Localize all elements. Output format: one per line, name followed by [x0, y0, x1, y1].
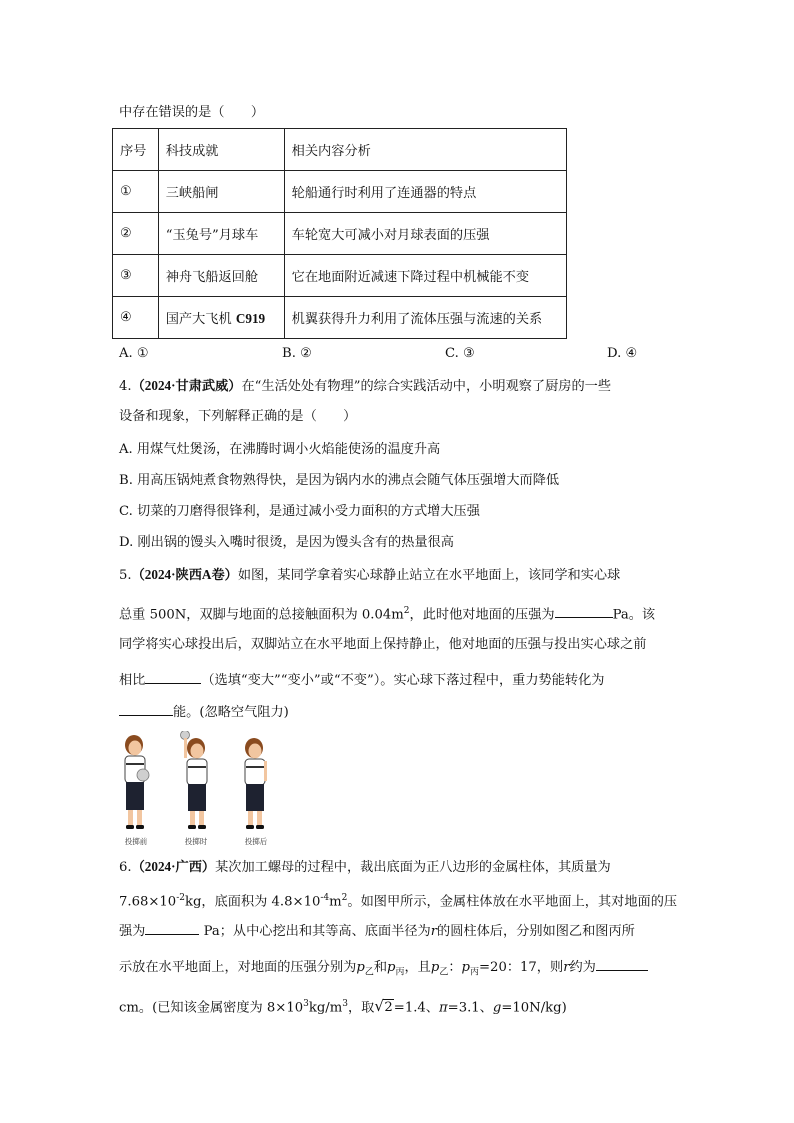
q6-sub: 乙 — [439, 967, 449, 978]
q6-var-p: p — [356, 960, 365, 975]
caption-before: 投掷前 — [124, 837, 148, 846]
table-cell: ③ — [113, 255, 159, 297]
table-cell: 三峡船闸 — [158, 171, 284, 213]
q6-text-5d: =1.4、 — [393, 1000, 439, 1016]
q6-line-4 — [119, 956, 648, 982]
q6-line-3 — [119, 920, 635, 941]
q6-text-2d: 。如图甲所示，金属柱体放在水平地面上，其对地面的压 — [347, 894, 678, 910]
q6-sup: -4 — [320, 893, 330, 903]
q6-text-2c: m — [329, 894, 342, 910]
table-cell: 机翼获得升力利用了流体压强与流速的关系 — [284, 297, 566, 339]
q4-number: 4. — [119, 379, 132, 394]
table-row — [113, 255, 567, 297]
q5-text-2a: 总重 500N，双脚与地面的总接触面积为 0.04m — [119, 607, 404, 623]
q6-source: （2024·广西） — [131, 859, 216, 874]
q4-option-c: C. 切菜的刀磨得很锋利，是通过减小受力面积的方式增大压强 — [119, 504, 480, 519]
answer-blank[interactable] — [145, 669, 201, 684]
q6-sup: -2 — [176, 893, 185, 903]
q6-text-4a: 示放在水平地面上，对地面的压强分别为 — [119, 960, 357, 975]
q5-text-1: 如图，某同学拿着实心球静止站立在水平地面上，该同学和实心球 — [237, 568, 621, 583]
table-cell: 它在地面附近减速下降过程中机械能不变 — [284, 255, 566, 297]
throwing-figure — [112, 731, 282, 849]
q5-line-1 — [119, 566, 620, 585]
table-cell: “玉兔号”月球车 — [158, 213, 284, 255]
answer-blank[interactable] — [555, 603, 613, 618]
q6-text-2b: kg，底面积为 4.8×10 — [184, 894, 321, 910]
q5-text-2b: ，此时他对地面的压强为 — [409, 607, 555, 623]
option-a: A. ① — [119, 346, 149, 361]
caption-throwing: 投掷时 — [184, 837, 208, 846]
q4-source: （2024·甘肃武威） — [131, 378, 242, 393]
q6-line-2 — [119, 889, 677, 911]
q6-line-1 — [119, 858, 611, 877]
q6-text-5a: cm。(已知该金属密度为 8×10 — [119, 1000, 304, 1016]
q6-text-4c: =20：17，则 — [479, 960, 564, 975]
table-row — [113, 213, 567, 255]
answer-blank[interactable] — [119, 701, 173, 716]
option-d: D. ④ — [607, 346, 638, 361]
q6-text-5e: =3.1、 — [447, 1000, 493, 1016]
header-achievement: 科技成就 — [158, 129, 284, 171]
q5-text-4b: （选填“变大”“变小”或“不变”）。实心球下落过程中，重力势能转化为 — [201, 673, 605, 688]
table-cell: ② — [113, 213, 159, 255]
q6-text-5f: =10N/kg) — [501, 1000, 567, 1016]
achievement-table — [112, 128, 567, 339]
table-row — [113, 171, 567, 213]
q6-sup: 3 — [303, 999, 309, 1009]
answer-blank[interactable] — [145, 920, 199, 935]
q6-text-3b: Pa；从中心挖出和其等高、底面半径为 — [203, 924, 431, 939]
q5-source: （2024·陕西A卷） — [131, 567, 238, 582]
table-cell: 轮船通行时利用了连通器的特点 — [284, 171, 566, 213]
q5-line-3: 同学将实心球投出后，双脚站立在水平地面上保持静止，他对地面的压强与投出实心球之前 — [119, 637, 647, 652]
q4-stem-line-2: 设备和现象，下列解释正确的是（ ） — [119, 409, 357, 424]
q6-sub: 丙 — [469, 967, 479, 978]
header-analysis: 相关内容分析 — [284, 129, 566, 171]
q6-sup: 3 — [342, 999, 348, 1009]
q5-text-5: 能。(忽略空气阻力) — [173, 705, 289, 720]
q4-option-d: D. 刚出锅的馒头入嘴时很烫，是因为馒头含有的热量很高 — [119, 535, 454, 550]
q6-and: 和 — [373, 960, 388, 975]
q6-sup: 2 — [341, 893, 348, 903]
q6-text-2a: 7.68×10 — [119, 894, 177, 910]
q4-option-b: B. 用高压锅炖煮食物熟得快，是因为锅内水的沸点会随气体压强增大而降低 — [119, 473, 560, 488]
q6-var-g: g — [492, 1000, 502, 1016]
table-cell — [158, 297, 284, 339]
q6-text-4d: 约为 — [569, 960, 596, 975]
q6-text-5c: ，取 — [348, 1000, 375, 1016]
option-b: B. ② — [282, 346, 312, 361]
table-cell: ① — [113, 171, 159, 213]
q5-number: 5. — [119, 568, 132, 583]
sqrt-symbol: √ 2 — [374, 997, 393, 1016]
q5-line-5 — [119, 701, 289, 722]
option-c: C. ③ — [445, 346, 475, 361]
q6-text-5b: kg/m — [308, 1000, 343, 1016]
q6-text-4b: ，且 — [404, 960, 431, 975]
student-before-throw-illustration — [114, 731, 158, 835]
q5-line-2 — [119, 602, 655, 624]
answer-blank[interactable] — [596, 956, 648, 971]
header-index: 序号 — [113, 129, 159, 171]
q5-text-2c: Pa。该 — [612, 607, 656, 623]
student-throwing-illustration — [174, 731, 218, 835]
question-3-stem-end: 中存在错误的是（ ） — [119, 105, 265, 120]
table-cell: 神舟飞船返回舱 — [158, 255, 284, 297]
q6-var-r: r — [430, 924, 438, 939]
q6-var-p: p — [387, 960, 396, 975]
q6-var-p: p — [430, 960, 440, 975]
c919-label: C919 — [235, 311, 266, 326]
table-cell: 车轮宽大可减小对月球表面的压强 — [284, 213, 566, 255]
q6-text-3c: 的圆柱体后，分别如图乙和图丙所 — [437, 924, 635, 939]
table-row — [113, 297, 567, 339]
caption-after: 投掷后 — [244, 837, 268, 846]
q6-text-3a: 强为 — [119, 924, 146, 939]
q4-option-a: A. 用煤气灶煲汤，在沸腾时调小火焰能使汤的温度升高 — [119, 442, 441, 457]
q6-line-5 — [119, 995, 567, 1017]
q4-stem-line-1 — [119, 377, 611, 396]
table-cell-text: 国产大飞机 — [165, 312, 232, 327]
q4-stem-text-1: 在“生活处处有物理”的综合实践活动中，小明观察了厨房的一些 — [241, 379, 612, 394]
q6-sub: 丙 — [395, 967, 405, 978]
table-header-row — [113, 129, 567, 171]
sqrt-argument: 2 — [384, 1000, 393, 1016]
q6-number: 6. — [119, 860, 132, 875]
q5-text-4a: 相比 — [119, 673, 146, 688]
student-after-throw-illustration — [234, 731, 278, 835]
q6-var-r: r — [563, 960, 570, 975]
q6-sub: 乙 — [364, 967, 374, 978]
q6-colon: ： — [448, 960, 462, 975]
table-cell: ④ — [113, 297, 159, 339]
q6-var-p: p — [461, 960, 470, 975]
q6-var-pi: π — [438, 1000, 448, 1016]
q6-text-1: 某次加工螺母的过程中，裁出底面为正八边形的金属柱体，其质量为 — [215, 860, 611, 875]
q5-line-4 — [119, 669, 604, 690]
q5-sup: 2 — [403, 606, 410, 616]
